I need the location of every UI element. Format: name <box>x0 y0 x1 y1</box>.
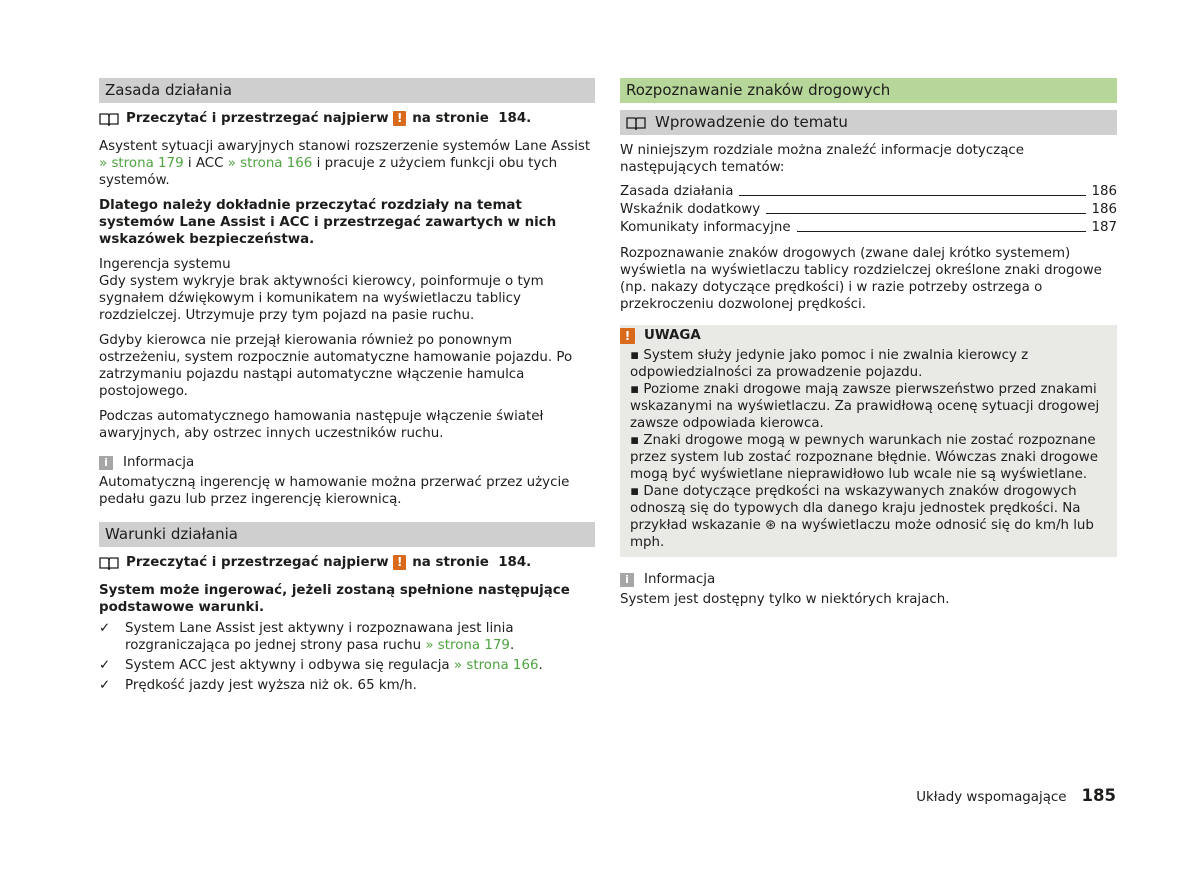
table-of-contents <box>620 182 1117 236</box>
paragraph-3: Podczas automatycznego hamowania następuje włączenie świateł awaryjnych, aby ostrzec innych uczestników ruchu. <box>99 409 544 441</box>
toc-label: Zasada działania <box>620 184 734 199</box>
read-first-text: Przeczytać i przestrzegać najpierw <box>126 111 389 126</box>
info-heading <box>99 454 595 471</box>
check-icon: ✓ <box>99 678 111 693</box>
right-column <box>620 78 1117 616</box>
page-footer <box>916 787 1116 806</box>
book-icon <box>626 116 646 130</box>
check-item <box>99 677 595 694</box>
page-link-166[interactable]: » strona 166 <box>453 658 539 673</box>
intro-heading <box>620 110 1117 135</box>
info-title-text: Informacja <box>644 572 716 587</box>
warning-item: ▪ Znaki drogowe mogą w pewnych warunkach nie zostać rozpoznane przez system lub zostać rozpoznane błędnie. Wówczas znaki drogowe mogą być wyświetlane nieprawidłowo lub wcale nie są wyświetlane. <box>630 433 1098 482</box>
warning-heading <box>620 327 1107 344</box>
warning-icon: ! <box>393 111 406 126</box>
section-heading-warunki: Warunki działania <box>99 522 595 547</box>
left-column <box>99 78 595 697</box>
read-first-reference-2 <box>99 554 595 571</box>
ref-page-number: 184. <box>498 111 532 126</box>
page-link-166[interactable]: » strona 166 <box>227 156 313 171</box>
ref-page-number: 184. <box>498 555 532 570</box>
info-heading <box>620 571 1117 588</box>
read-first-reference <box>99 110 595 127</box>
info-icon: i <box>620 573 634 587</box>
warning-icon: ! <box>393 555 406 570</box>
intro-post-text: i pracuje z użyciem funkcji obu tych systemów. <box>99 156 558 188</box>
info-text: Automatyczną ingerencję w hamowanie można przerwać przez użycie pedału gazu lub przez ingerencję kierownicą. <box>99 475 570 507</box>
toc-leader <box>739 195 1086 196</box>
intro-mid-text: i ACC <box>187 156 224 171</box>
page-number: 185 <box>1081 786 1116 805</box>
toc-leader <box>797 231 1087 232</box>
check-icon: ✓ <box>99 621 111 636</box>
check-item-text: Prędkość jazdy jest wyższa niż ok. 65 km/h. <box>125 678 417 693</box>
book-icon <box>99 112 119 126</box>
intro-paragraph <box>99 138 595 189</box>
description-paragraph: Rozpoznawanie znaków drogowych (zwane dalej krótko systemem) wyświetla na wyświetlaczu tablicy rozdzielczej określone znaki drogowe (np. nakazy dotyczące prędkości) i w razie potrzeby ostrzega o przekroczeniu dozwolonej prędkości. <box>620 246 1102 312</box>
toc-leader <box>766 213 1086 214</box>
check-item <box>99 657 595 674</box>
paragraph-2: Gdyby kierowca nie przejął kierowania również po ponownym ostrzeżeniu, system rozpocznie automatyczne hamowanie pojazdu. Po zatrzymaniu pojazdu nastąpi automatyczne włączenie hamulca postojowego. <box>99 333 573 399</box>
warning-box <box>620 325 1117 557</box>
toc-page: 186 <box>1091 184 1117 199</box>
warning-item: ▪ Dane dotyczące prędkości na wskazywanych znaków drogowych odnoszą się do typowych dla danego kraju jednostek prędkości. Na przykład wskazanie ⊛ na wyświetlaczu może odnosić się do km/h lub mph. <box>630 484 1094 550</box>
info-text: System jest dostępny tylko w niektórych krajach. <box>620 592 950 607</box>
check-item-text: System Lane Assist jest aktywny i rozpoznawana jest linia rozgraniczająca po jednej strony pasa ruchu » strona 179. <box>125 621 515 653</box>
book-icon <box>99 556 119 570</box>
warning-icon: ! <box>620 328 635 344</box>
section-heading-zasada: Zasada działania <box>99 78 595 103</box>
subheading-ingerencja: Ingerencja systemu <box>99 257 231 272</box>
toc-entry[interactable] <box>620 218 1117 236</box>
toc-page: 187 <box>1091 220 1117 235</box>
check-item <box>99 620 595 654</box>
page-link-179[interactable]: » strona 179 <box>99 156 184 171</box>
toc-label: Komunikaty informacyjne <box>620 220 791 235</box>
info-icon: i <box>99 456 113 470</box>
warning-title-text: UWAGA <box>644 328 701 343</box>
check-item-text: System ACC jest aktywny i odbywa się regulacja » strona 166. <box>125 658 543 673</box>
on-page-text: na stronie <box>412 555 489 570</box>
info-title-text: Informacja <box>123 455 195 470</box>
section-heading-rozpoznawanie: Rozpoznawanie znaków drogowych <box>620 78 1117 103</box>
read-first-text: Przeczytać i przestrzegać najpierw <box>126 555 389 570</box>
intro-text: Asystent sytuacji awaryjnych stanowi rozszerzenie systemów Lane Assist <box>99 139 591 154</box>
chapter-title: Układy wspomagające <box>916 790 1067 805</box>
toc-label: Wskaźnik dodatkowy <box>620 202 761 217</box>
warning-item: ▪ System służy jedynie jako pomoc i nie zwalnia kierowcy z odpowiedzialności za prowadzenie pojazdu. <box>630 348 1029 380</box>
paragraph-1: Gdy system wykryje brak aktywności kierowcy, poinformuje o tym sygnałem dźwiękowym i komunikatem na wyświetlaczu tablicy rozdzielczej. Utrzymuje przy tym pojazd na pasie ruchu. <box>99 274 544 323</box>
warning-item: ▪ Poziome znaki drogowe mają zawsze pierwszeństwo przed znakami wskazanymi na wyświetlaczu. Za prawidłową ocenę sytuacji drogowej zawsze odpowiada kierowca. <box>630 382 1100 431</box>
intro-text: W niniejszym rozdziale można znaleźć informacje dotyczące następujących tematów: <box>620 143 1025 175</box>
conditions-intro: System może ingerować, jeżeli zostaną spełnione następujące podstawowe warunki. <box>99 583 570 615</box>
toc-page: 186 <box>1091 202 1117 217</box>
toc-entry[interactable] <box>620 200 1117 218</box>
toc-entry[interactable] <box>620 182 1117 200</box>
on-page-text: na stronie <box>412 111 489 126</box>
bold-warning-paragraph: Dlatego należy dokładnie przeczytać rozdziały na temat systemów Lane Assist i ACC i przestrzegać zawartych w nich wskazówek bezpieczeństwa. <box>99 198 557 247</box>
check-icon: ✓ <box>99 658 111 673</box>
page-link-179[interactable]: » strona 179 <box>425 638 510 653</box>
intro-heading-text: Wprowadzenie do tematu <box>655 113 848 131</box>
